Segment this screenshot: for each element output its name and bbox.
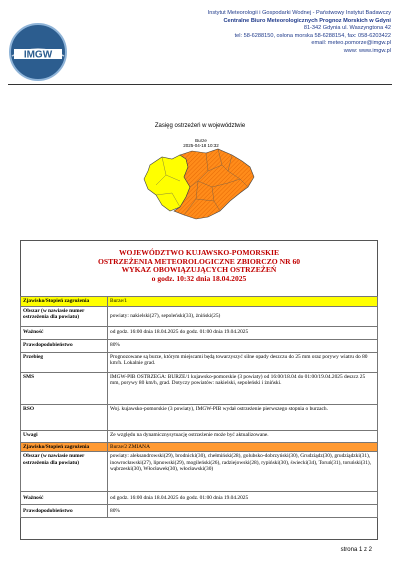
table-row <box>21 442 378 452</box>
row-value: Ze względu na dynamicznysytuację ostrzeżenie może być aktualizowane. <box>108 430 378 442</box>
heading-voivodeship: WOJEWÓDZTWO KUJAWSKO-POMORSKIE <box>118 248 280 257</box>
row-label: Obszar (w nawiasie numer ostrzeżenia dla powiatu) <box>21 306 108 326</box>
row-label: Prawdopodobieństwo <box>21 505 108 518</box>
row-value: IMGW-PIB OSTRZEGA: BURZE/1 kujawsko-pomorskie (3 powiaty) od 16:00/18.04 do 01:00/19.04.2025 deszcz 25 mm, porywy 80 km/h, grad. Dotyczy powiatów: nakielski, sepoleński i żniński. <box>108 372 378 404</box>
heading-warnings-number: OSTRZEŻENIA METEOROLOGICZNE ZBIORCZO NR 60 <box>97 256 301 266</box>
institute-name: Instytut Meteorologii i Gospodarki Wodnej - Państwowy Instytut Badawczy <box>207 10 391 16</box>
page-number: strona 1 z 2 <box>340 547 372 553</box>
table-row <box>21 452 378 492</box>
row-label: Uwagi <box>21 430 108 442</box>
row-value: Woj. kujawsko-pomorskie (3 powiaty), IMGW-PIB wydał ostrzeżenie pierwszego stopnia o burzach. <box>108 404 378 430</box>
row-value: Burze/1 <box>108 297 378 307</box>
table-row <box>21 404 378 430</box>
row-value: od godz. 16:00 dnia 18.04.2025 do godz. 01:00 dnia 19.04.2025 <box>108 492 378 505</box>
table-row <box>21 430 378 442</box>
table-row <box>21 306 378 326</box>
table-row <box>21 505 378 518</box>
row-label: Przebieg <box>21 352 108 372</box>
header-divider <box>8 84 392 85</box>
heading-list: WYKAZ OBOWIĄZUJĄCYCH OSTRZEŻEŃ <box>121 265 277 275</box>
bureau-name: Centralne Biuro Meteorologicznych Prognoz Morskich w Gdyni <box>223 17 391 24</box>
logo-text: IMGW <box>23 49 53 61</box>
row-value: Burze/2 ZMIANA <box>108 442 378 452</box>
table-row <box>21 326 378 339</box>
table-row <box>21 339 378 352</box>
row-value: powiaty: aleksandrowski(29), brodnicki(30), chełmiński(28), golubsko-dobrzyński(30), Grudziądz(30), grudziądzki(31), inowrocławski(27), lipnowski(29), mogileński(26), radziejowski(28), rypiński(30), świecki(34), Toruń(31), toruński(31), wąbrzeski(30), Włocławek(30), włocławski(30) <box>108 452 378 492</box>
row-value: Prognozowane są burze, którym miejscami będą towarzyszyć silne opady deszczu do 25 mm oraz porywy wiatru do 80 km/h. Lokalnie grad. <box>108 352 378 372</box>
table-row <box>21 297 378 307</box>
row-value: od godz. 16:00 dnia 18.04.2025 do godz. 01:00 dnia 19.04.2025 <box>108 326 378 339</box>
website[interactable]: www: www.imgw.pl <box>343 47 391 54</box>
row-label: RSO <box>21 404 108 430</box>
map-date: 2025-04-18 10:32 <box>183 143 219 148</box>
address: 81-342 Gdynia ul. Waszyngtona 42 <box>303 25 391 32</box>
map-title: Zasięg ostrzeżeń w województwie <box>154 123 246 129</box>
row-label: Prawdopodobieństwo <box>21 339 108 352</box>
row-label: Ważność <box>21 492 108 505</box>
warning-map <box>136 135 266 235</box>
warning-heading <box>20 249 378 283</box>
map-label: Burze <box>195 138 207 143</box>
row-value: powiaty: nakielski(27), sepoleński(33), żniński(25) <box>108 306 378 326</box>
row-label: Ważność <box>21 326 108 339</box>
heading-datetime: o godz. 10:32 dnia 18.04.2025 <box>151 273 247 283</box>
institute-header <box>91 10 391 56</box>
phone-fax: tel: 58-6288150, osłona morska 58-6288154, fax: 058-6203422 <box>234 32 391 39</box>
row-label: Zjawisko/Stopień zagrożenia <box>21 442 108 452</box>
imgw-logo <box>8 22 68 82</box>
table-row <box>21 372 378 404</box>
row-label: Obszar (w nawiasie numer ostrzeżenia dla powiatu) <box>21 452 108 492</box>
warnings-table <box>20 296 378 518</box>
row-value: 80% <box>108 339 378 352</box>
row-value: 80% <box>108 505 378 518</box>
table-row <box>21 492 378 505</box>
row-label: SMS <box>21 372 108 404</box>
email[interactable]: email: meteo.pomorze@imgw.pl <box>311 40 391 47</box>
table-row <box>21 352 378 372</box>
row-label: Zjawisko/Stopień zagrożenia <box>21 297 108 307</box>
